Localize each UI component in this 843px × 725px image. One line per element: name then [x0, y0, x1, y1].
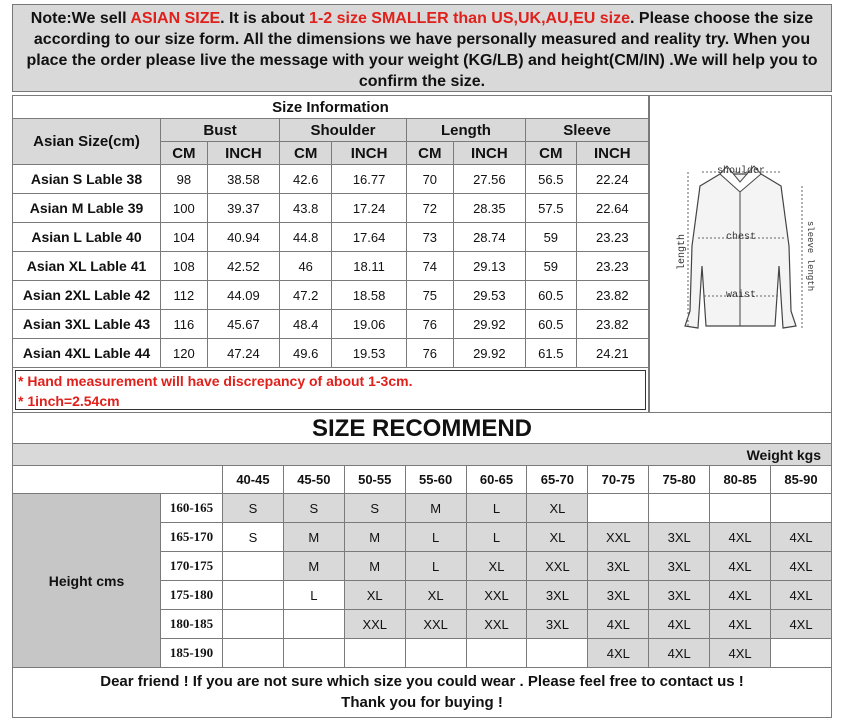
weight-range-header: 80-85 [710, 466, 771, 494]
size-value-cell: 23.23 [576, 252, 648, 281]
size-value-cell: 57.5 [526, 194, 577, 223]
size-value-cell: 104 [161, 223, 208, 252]
size-label: Asian 3XL Lable 43 [13, 310, 161, 339]
size-value-cell: 108 [161, 252, 208, 281]
size-label: Asian M Lable 39 [13, 194, 161, 223]
recommend-row [13, 494, 832, 523]
recommended-size-cell [344, 639, 405, 668]
size-value-cell: 38.58 [207, 165, 279, 194]
size-row [13, 310, 649, 339]
weight-range-header: 50-55 [344, 466, 405, 494]
recommended-size-cell: 4XL [710, 581, 771, 610]
size-value-cell: 43.8 [280, 194, 332, 223]
recommended-size-cell [283, 639, 344, 668]
size-value-cell: 27.56 [453, 165, 525, 194]
recommended-size-cell: 4XL [710, 523, 771, 552]
group-header-bust: Bust [161, 119, 280, 142]
recommended-size-cell: 4XL [649, 639, 710, 668]
recommended-size-cell [223, 610, 284, 639]
size-value-cell: 40.94 [207, 223, 279, 252]
recommended-size-cell: 4XL [710, 610, 771, 639]
recommended-size-cell: M [405, 494, 466, 523]
weight-range-header: 40-45 [223, 466, 284, 494]
size-information-table [12, 95, 649, 368]
recommended-size-cell [771, 639, 832, 668]
recommended-size-cell [223, 639, 284, 668]
recommended-size-cell: M [283, 552, 344, 581]
height-range-cell: 165-170 [161, 523, 223, 552]
garment-measurement-diagram [649, 95, 832, 413]
weight-range-header: 70-75 [588, 466, 649, 494]
recommended-size-cell [223, 581, 284, 610]
weight-range-header: 75-80 [649, 466, 710, 494]
recommended-size-cell: 4XL [588, 610, 649, 639]
size-row [13, 165, 649, 194]
size-value-cell: 73 [406, 223, 453, 252]
unit-header: INCH [576, 142, 648, 165]
size-row [13, 194, 649, 223]
size-value-cell: 22.64 [576, 194, 648, 223]
size-value-cell: 112 [161, 281, 208, 310]
size-row [13, 339, 649, 368]
weight-range-header: 45-50 [283, 466, 344, 494]
shirt-diagram [650, 96, 831, 412]
size-label: Asian 2XL Lable 42 [13, 281, 161, 310]
size-value-cell: 48.4 [280, 310, 332, 339]
size-value-cell: 74 [406, 252, 453, 281]
recommended-size-cell: 3XL [527, 581, 588, 610]
recommended-size-cell: XL [527, 523, 588, 552]
recommended-size-cell: S [344, 494, 405, 523]
recommended-size-cell: XL [344, 581, 405, 610]
size-table-title: Size Information [13, 96, 649, 119]
size-label: Asian L Lable 40 [13, 223, 161, 252]
size-value-cell: 47.2 [280, 281, 332, 310]
recommended-size-cell: S [223, 494, 284, 523]
height-range-cell: 180-185 [161, 610, 223, 639]
size-value-cell: 23.82 [576, 281, 648, 310]
height-label: Height cms [13, 494, 161, 668]
footer-line-1: Dear friend ! If you are not sure which size you could wear . Please feel free to contact us ! [100, 673, 744, 690]
remarks-box [12, 367, 649, 413]
size-column-header: Asian Size(cm) [13, 119, 161, 165]
size-value-cell: 59 [526, 252, 577, 281]
recommended-size-cell: M [283, 523, 344, 552]
height-range-cell: 160-165 [161, 494, 223, 523]
recommended-size-cell: 4XL [649, 610, 710, 639]
recommended-size-cell: 4XL [771, 523, 832, 552]
recommended-size-cell: 4XL [710, 639, 771, 668]
recommended-size-cell: XXL [588, 523, 649, 552]
size-value-cell: 45.67 [207, 310, 279, 339]
recommended-size-cell: 4XL [771, 610, 832, 639]
sleeve-label: sleeve length [805, 220, 815, 292]
size-value-cell: 42.52 [207, 252, 279, 281]
note-prefix: Note:We sell [30, 10, 131, 27]
note-rest: . Please choose the size according to our size form. All the dimensions we have personally measured and reality try. When you place the order please live the message with your weight (KG/LB) and height(CM/IN) .We will help you to confirm the size. [26, 10, 818, 90]
recommended-size-cell [588, 494, 649, 523]
size-value-cell: 29.53 [453, 281, 525, 310]
group-header-sleeve: Sleeve [526, 119, 649, 142]
size-value-cell: 49.6 [280, 339, 332, 368]
size-row [13, 223, 649, 252]
size-value-cell: 75 [406, 281, 453, 310]
recommended-size-cell: 3XL [649, 552, 710, 581]
height-range-cell: 175-180 [161, 581, 223, 610]
size-value-cell: 116 [161, 310, 208, 339]
size-value-cell: 28.74 [453, 223, 525, 252]
group-header-length: Length [406, 119, 525, 142]
size-value-cell: 19.53 [332, 339, 407, 368]
recommended-size-cell: XL [527, 494, 588, 523]
size-label: Asian 4XL Lable 44 [13, 339, 161, 368]
size-value-cell: 16.77 [332, 165, 407, 194]
recommended-size-cell: 4XL [771, 552, 832, 581]
size-row [13, 281, 649, 310]
recommended-size-cell [710, 494, 771, 523]
recommended-size-cell: XXL [344, 610, 405, 639]
size-value-cell: 60.5 [526, 310, 577, 339]
recommended-size-cell [771, 494, 832, 523]
unit-header: CM [280, 142, 332, 165]
size-value-cell: 18.11 [332, 252, 407, 281]
size-value-cell: 72 [406, 194, 453, 223]
size-recommend-table [12, 443, 832, 668]
group-header-shoulder: Shoulder [280, 119, 407, 142]
remarks-inner [15, 370, 646, 410]
length-label: length [677, 233, 688, 271]
footer-message [12, 668, 832, 718]
recommended-size-cell: S [223, 523, 284, 552]
recommended-size-cell: L [466, 523, 527, 552]
size-value-cell: 23.82 [576, 310, 648, 339]
remark-inch-conversion: * 1inch=2.54cm [18, 393, 120, 409]
size-value-cell: 18.58 [332, 281, 407, 310]
size-value-cell: 17.24 [332, 194, 407, 223]
size-value-cell: 100 [161, 194, 208, 223]
size-value-cell: 60.5 [526, 281, 577, 310]
recommended-size-cell: L [405, 523, 466, 552]
size-value-cell: 47.24 [207, 339, 279, 368]
weight-range-header: 65-70 [527, 466, 588, 494]
unit-header: CM [526, 142, 577, 165]
chest-label: chest [725, 232, 757, 243]
size-value-cell: 22.24 [576, 165, 648, 194]
recommended-size-cell: 3XL [527, 610, 588, 639]
size-recommend-title: SIZE RECOMMEND [12, 413, 832, 444]
weight-range-header: 55-60 [405, 466, 466, 494]
recommended-size-cell [527, 639, 588, 668]
height-range-cell: 170-175 [161, 552, 223, 581]
recommended-size-cell: 4XL [771, 581, 832, 610]
corner-cell [13, 466, 223, 494]
recommended-size-cell: 4XL [588, 639, 649, 668]
remark-discrepancy: * Hand measurement will have discrepancy of about 1-3cm. [18, 373, 413, 389]
recommended-size-cell: 3XL [588, 552, 649, 581]
recommended-size-cell: XXL [466, 581, 527, 610]
weight-header: Weight kgs [13, 444, 832, 466]
height-range-cell: 185-190 [161, 639, 223, 668]
size-label: Asian S Lable 38 [13, 165, 161, 194]
unit-header: CM [161, 142, 208, 165]
size-value-cell: 23.23 [576, 223, 648, 252]
size-value-cell: 24.21 [576, 339, 648, 368]
size-value-cell: 76 [406, 310, 453, 339]
recommended-size-cell: 3XL [588, 581, 649, 610]
size-value-cell: 46 [280, 252, 332, 281]
recommended-size-cell: XXL [405, 610, 466, 639]
recommended-size-cell: L [283, 581, 344, 610]
size-value-cell: 76 [406, 339, 453, 368]
waist-label: waist [725, 290, 757, 301]
size-value-cell: 120 [161, 339, 208, 368]
recommended-size-cell [283, 610, 344, 639]
recommended-size-cell: L [405, 552, 466, 581]
recommended-size-cell: S [283, 494, 344, 523]
size-value-cell: 44.8 [280, 223, 332, 252]
recommended-size-cell: 4XL [710, 552, 771, 581]
size-value-cell: 19.06 [332, 310, 407, 339]
size-value-cell: 61.5 [526, 339, 577, 368]
unit-header: INCH [332, 142, 407, 165]
recommended-size-cell: XL [405, 581, 466, 610]
shoulder-label: shoulder [716, 166, 766, 177]
recommended-size-cell [649, 494, 710, 523]
size-value-cell: 28.35 [453, 194, 525, 223]
note-highlight-asian-size: ASIAN SIZE [130, 10, 221, 27]
size-value-cell: 29.92 [453, 310, 525, 339]
unit-header: CM [406, 142, 453, 165]
recommended-size-cell [405, 639, 466, 668]
size-value-cell: 29.92 [453, 339, 525, 368]
size-value-cell: 59 [526, 223, 577, 252]
size-label: Asian XL Lable 41 [13, 252, 161, 281]
size-value-cell: 17.64 [332, 223, 407, 252]
unit-header: INCH [207, 142, 279, 165]
unit-header: INCH [453, 142, 525, 165]
size-value-cell: 39.37 [207, 194, 279, 223]
size-value-cell: 98 [161, 165, 208, 194]
recommended-size-cell: M [344, 523, 405, 552]
size-row [13, 252, 649, 281]
size-value-cell: 29.13 [453, 252, 525, 281]
recommended-size-cell: XXL [466, 610, 527, 639]
size-value-cell: 42.6 [280, 165, 332, 194]
weight-range-header: 60-65 [466, 466, 527, 494]
note-highlight-smaller: 1-2 size SMALLER than US,UK,AU,EU size [309, 10, 630, 27]
recommended-size-cell [466, 639, 527, 668]
note-mid: . It is about [220, 10, 310, 27]
weight-range-header: 85-90 [771, 466, 832, 494]
recommended-size-cell [223, 552, 284, 581]
recommended-size-cell: L [466, 494, 527, 523]
size-value-cell: 44.09 [207, 281, 279, 310]
recommended-size-cell: XL [466, 552, 527, 581]
recommended-size-cell: M [344, 552, 405, 581]
recommended-size-cell: 3XL [649, 581, 710, 610]
recommended-size-cell: 3XL [649, 523, 710, 552]
size-note-banner [12, 4, 832, 92]
recommended-size-cell: XXL [527, 552, 588, 581]
footer-line-2: Thank you for buying ! [341, 694, 503, 711]
size-value-cell: 56.5 [526, 165, 577, 194]
size-value-cell: 70 [406, 165, 453, 194]
